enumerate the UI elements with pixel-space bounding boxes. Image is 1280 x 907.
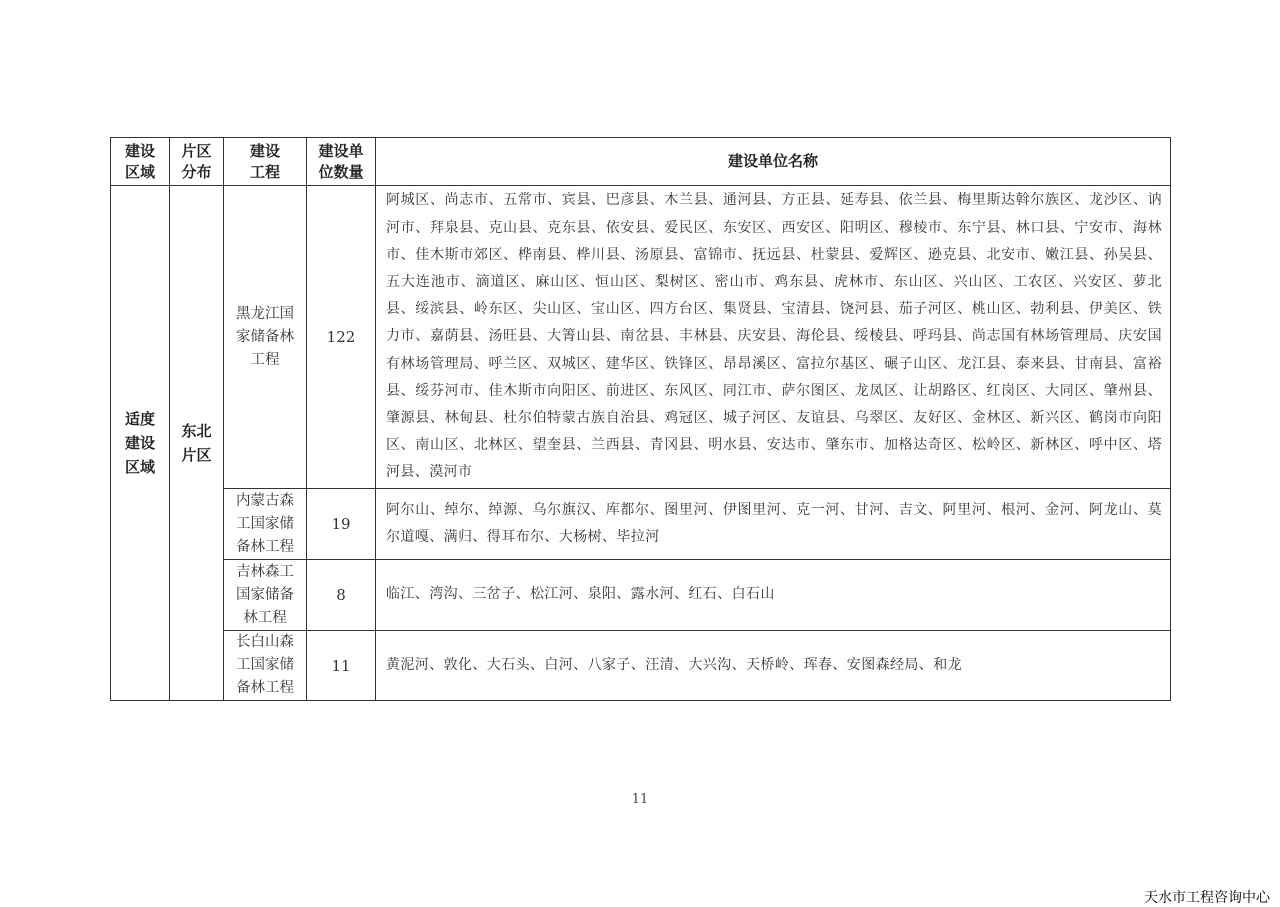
units-cell: 黄泥河、敦化、大石头、白河、八家子、汪清、大兴沟、天桥岭、珲春、安图森经局、和龙	[376, 631, 1171, 701]
project-cell: 长白山森 工国家储 备林工程	[224, 631, 307, 701]
header-project: 建设 工程	[224, 138, 307, 186]
header-count: 建设单 位数量	[307, 138, 376, 186]
construction-units-table	[110, 137, 1171, 701]
units-cell: 临江、湾沟、三岔子、松江河、泉阳、露水河、红石、白石山	[376, 560, 1171, 631]
count-cell: 19	[307, 489, 376, 560]
count-cell: 122	[307, 186, 376, 489]
table-header-row	[111, 138, 1171, 186]
table-row	[111, 489, 1171, 560]
watermark: 天水市工程咨询中心	[1144, 890, 1270, 906]
units-cell: 阿城区、尚志市、五常市、宾县、巴彦县、木兰县、通河县、方正县、延寿县、依兰县、梅里斯达斡尔族区、龙沙区、讷河市、拜泉县、克山县、克东县、依安县、爱民区、东安区、西安区、阳明区、穆棱市、东宁县、林口县、宁安市、海林市、佳木斯市郊区、桦南县、桦川县、汤原县、富锦市、抚远县、杜蒙县、爱辉区、逊克县、北安市、嫩江县、孙吴县、五大连池市、滴道区、麻山区、恒山区、梨树区、密山市、鸡东县、虎林市、东山区、兴山区、工农区、兴安区、萝北县、绥滨县、岭东区、尖山区、宝山区、四方台区、集贤县、宝清县、饶河县、茄子河区、桃山区、勃利县、伊美区、铁力市、嘉荫县、汤旺县、大箐山县、南岔县、丰林县、庆安县、海伦县、绥棱县、呼玛县、尚志国有林场管理局、庆安国有林场管理局、呼兰区、双城区、建华区、铁锋区、昂昂溪区、富拉尔基区、碾子山区、龙江县、泰来县、甘南县、富裕县、绥芬河市、佳木斯市向阳区、前进区、东风区、同江市、萨尔图区、龙凤区、让胡路区、红岗区、大同区、肇州县、肇源县、林甸县、杜尔伯特蒙古族自治县、鸡冠区、城子河区、友谊县、乌翠区、友好区、金林区、新兴区、鹤岗市向阳区、南山区、北林区、望奎县、兰西县、青冈县、明水县、安达市、肇东市、加格达奇区、松岭区、新林区、呼中区、塔河县、漠河市	[376, 186, 1171, 489]
count-cell: 8	[307, 560, 376, 631]
header-zone: 片区 分布	[170, 138, 224, 186]
table-row	[111, 186, 1171, 489]
page-number: 11	[631, 792, 649, 807]
zone-cell: 东北 片区	[170, 186, 224, 701]
project-cell: 内蒙古森 工国家储 备林工程	[224, 489, 307, 560]
header-units: 建设单位名称	[376, 138, 1171, 186]
header-region: 建设 区域	[111, 138, 170, 186]
units-cell: 阿尔山、绰尔、绰源、乌尔旗汉、库都尔、图里河、伊图里河、克一河、甘河、吉文、阿里河、根河、金河、阿龙山、莫尔道嘎、满归、得耳布尔、大杨树、毕拉河	[376, 489, 1171, 560]
table-row	[111, 560, 1171, 631]
table-row	[111, 631, 1171, 701]
project-cell: 黑龙江国 家储备林 工程	[224, 186, 307, 489]
region-cell: 适度 建设 区域	[111, 186, 170, 701]
project-cell: 吉林森工 国家储备 林工程	[224, 560, 307, 631]
count-cell: 11	[307, 631, 376, 701]
